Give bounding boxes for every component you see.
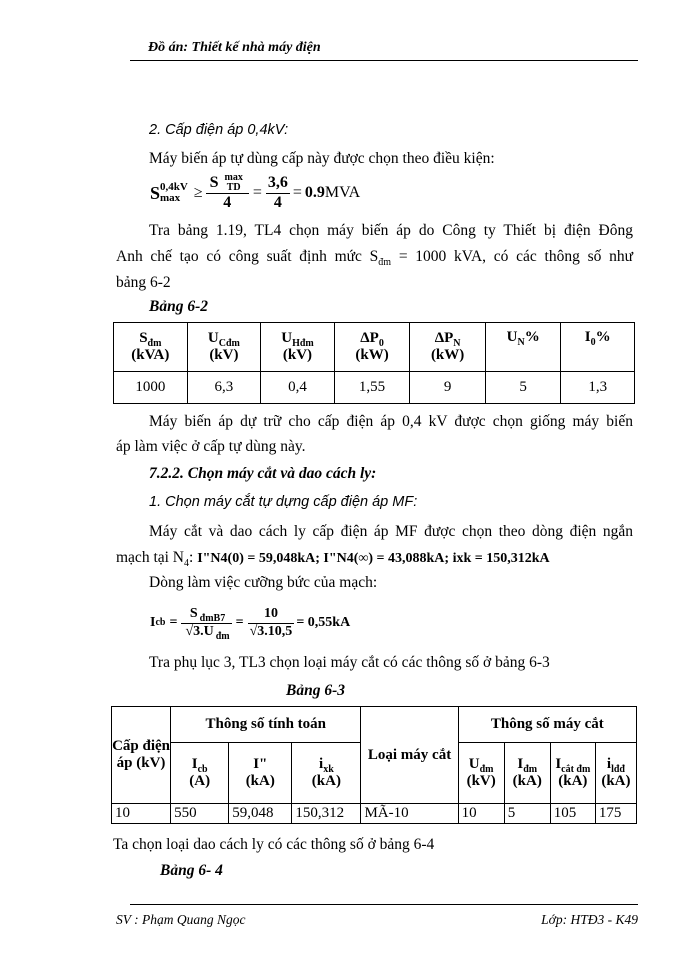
cell-dpn: 9	[410, 372, 486, 404]
table-6-4-caption: Bảng 6- 4	[160, 862, 223, 879]
table-header-row	[112, 707, 637, 743]
cell-un: 5	[485, 372, 561, 404]
footer-student: SV : Phạm Quang Ngọc	[116, 912, 246, 927]
cell-type: MÃ-10	[361, 804, 458, 824]
header-rule	[130, 60, 638, 61]
th-icat: $I_{cắt đm}$ (kA)	[550, 743, 595, 804]
th-loai-may-cat: Loại máy cắt	[361, 707, 458, 804]
closing-line: Ta chọn loại dao cách ly có các thông số ở bảng 6-4	[113, 836, 435, 853]
cell-ucdm: 6,3	[187, 372, 261, 404]
cell-i0: 1,3	[561, 372, 635, 404]
table-row	[114, 372, 635, 404]
th-ildd: $i_{lđđ}$ (kA)	[595, 743, 636, 804]
cell-i-double-prime: 59,048	[229, 804, 292, 824]
table-row	[112, 804, 637, 824]
section-intro: Máy biến áp tự dùng cấp này được chọn theo điều kiện:	[149, 150, 495, 167]
section-heading-7-2-2: 7.2.2. Chọn máy cắt và dao cách ly:	[149, 465, 377, 482]
table-header-row	[114, 323, 635, 372]
table-6-2-caption: Bảng 6-2	[149, 298, 208, 315]
th-thong-so-may-cat: Thông số máy cắt	[458, 707, 636, 743]
th-idm: $I_{đm}$ (kA)	[504, 743, 550, 804]
para-mf-line4: Tra phụ lục 3, TL3 chọn loại máy cắt có các thông số ở bảng 6-3	[149, 654, 550, 671]
page-header-title: Đồ án: Thiết kế nhà máy điện	[148, 40, 321, 55]
table-6-3	[111, 706, 637, 824]
para-transformer-line1: Tra bảng 1.19, TL4 chọn máy biến áp do Công ty Thiết bị điện Đông	[149, 222, 633, 239]
cell-sdm: 1000	[114, 372, 188, 404]
cell-ixk: 150,312	[292, 804, 361, 824]
th-thong-so-tinh-toan: Thông số tính toán	[171, 707, 361, 743]
cell-dp0: 1,55	[334, 372, 410, 404]
sub-heading-mf: 1. Chọn máy cắt tự dựng cấp điện áp MF:	[149, 494, 418, 510]
para-mf-line2: mạch tại $N_4$: I"N4(0) = 59,048kA; I"N4(∞) = 43,088kA; ixk = 150,312kA	[116, 549, 550, 570]
para-mf-line3: Dòng làm việc cưỡng bức của mạch:	[149, 574, 378, 591]
th-ucdm: $U_{Cđm}$ (kV)	[187, 323, 261, 372]
th-sdm: $S_{đm}$ (kVA)	[114, 323, 188, 372]
footer-rule	[130, 904, 638, 905]
table-6-3-caption: Bảng 6-3	[286, 682, 345, 699]
th-udm: $U_{đm}$ (kV)	[458, 743, 504, 804]
formula-s-max: S 0,4kV max ≥ S max TD 4 = $\frac{3,6}{4}$ = 0.9 MVA	[150, 172, 361, 212]
th-un: $U_N\%$	[485, 323, 561, 372]
section-heading-0-4kv: 2. Cấp điện áp 0,4kV:	[149, 122, 289, 138]
cell-idm: 5	[504, 804, 550, 824]
cell-udm: 10	[458, 804, 504, 824]
para-reserve-line2: áp làm việc ở cấp tự dùng này.	[116, 438, 306, 455]
th-icb: $I_{cb}$ (A)	[171, 743, 229, 804]
para-reserve-line1: Máy biến áp dự trữ cho cấp điện áp 0,4 kV được chọn giống máy biến	[149, 413, 633, 430]
formula-icb: I cb = $\frac{S _{đmB7}}{√3.U _{đm}}$ = $\frac{10}{√3.10,5}$ = 0,55kA	[150, 606, 351, 642]
th-cap-dien-ap: Cấp điện áp (kV)	[112, 707, 171, 804]
th-dp0: $\Delta P_0$ (kW)	[334, 323, 410, 372]
cell-icb: 550	[171, 804, 229, 824]
th-i-double-prime: I" (kA)	[229, 743, 292, 804]
cell-ildd: 175	[595, 804, 636, 824]
table-6-2	[113, 322, 635, 404]
para-mf-line1: Máy cắt và dao cách ly cấp điện áp MF được chọn theo dòng điện ngắn	[149, 523, 633, 540]
th-dpn: $\Delta P_N$ (kW)	[410, 323, 486, 372]
cell-cap: 10	[112, 804, 171, 824]
cell-uhdm: 0,4	[261, 372, 335, 404]
th-ixk: $i_{xk}$ (kA)	[292, 743, 361, 804]
para-transformer-line3: bảng 6-2	[116, 274, 171, 291]
th-uhdm: $U_{Hđm}$ (kV)	[261, 323, 335, 372]
th-i0: $I_0\%$	[561, 323, 635, 372]
cell-icat: 105	[550, 804, 595, 824]
footer-class: Lớp: HTĐ3 - K49	[541, 912, 638, 927]
para-transformer-line2: Anh chế tạo có công suất định mức $S_{đm} = 1000$ kVA, có các thông số như	[116, 248, 633, 269]
